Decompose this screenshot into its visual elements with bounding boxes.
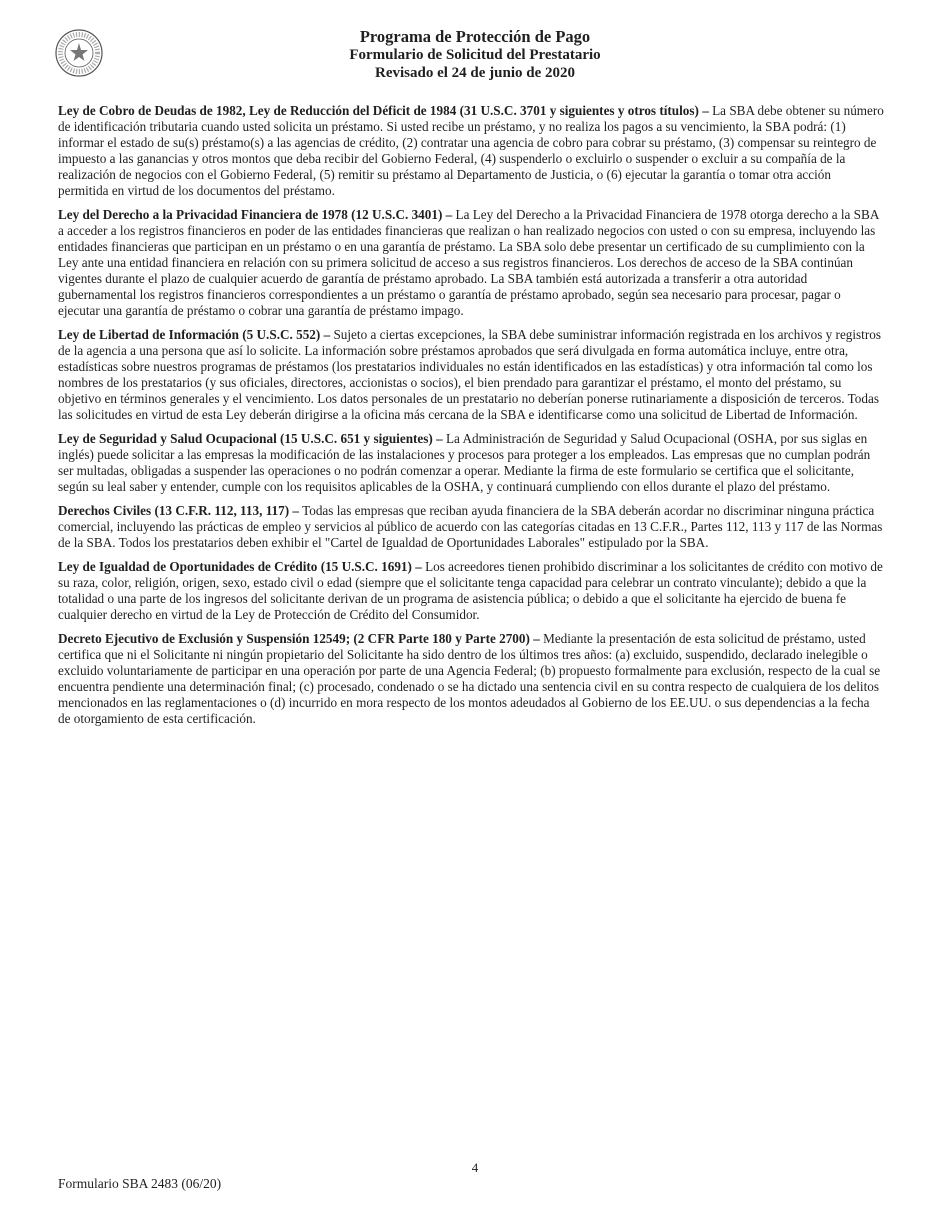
legal-notices: [58, 103, 884, 735]
section-equal-credit: [58, 559, 884, 623]
section-freedom-of-information: [58, 327, 884, 423]
section-body: La Administración de Seguridad y Salud Ocupacional (OSHA, por sus siglas en inglés) puede solicitar a las empresas la modificación de las instalaciones y procesos para proteger a los empleados. Las empresas que no cumplan podrán ser multadas, obligadas a suspender las operaciones o no podrán comenzar a operar. Mediante la firma de este formulario se certifica que el solicitante, según su leal saber y entender, cumple con los requisitos aplicables de la OSHA, y continuará cumpliendo con ellos durante el plazo del préstamo.: [58, 431, 871, 494]
section-body: La Ley del Derecho a la Privacidad Financiera de 1978 otorga derecho a la SBA a acceder a los registros financieros en poder de las entidades financieras que realizan o han realizado negocios con usted o con su empresa, incluyendo las entidades financieras que participan en un préstamo o en una garantía de préstamo. La SBA solo debe presentar un certificado de su cumplimiento con la Ley ante una entidad financiera en relación con su primera solicitud de acceso a sus registros financieros. Los derechos de acceso de la SBA continúan vigentes durante el plazo de cualquier acuerdo de garantía de préstamo aprobado. La SBA también está autorizada a transferir a otra autoridad gubernamental los registros financieros correspondientes a un préstamo o garantía de préstamo aprobado, según sea necesario para procesar, pagar o ejecutar una garantía de préstamo o cobrar una garantía de préstamo impago.: [58, 207, 879, 318]
section-title: Decreto Ejecutivo de Exclusión y Suspensión 12549; (2 CFR Parte 180 y Parte 2700) –: [58, 631, 540, 646]
page-number: 4: [471, 1160, 479, 1175]
section-body: Sujeto a ciertas excepciones, la SBA debe suministrar información registrada en los archivos y registros de la agencia a una persona que así lo solicite. La información sobre préstamos aprobados que será divulgada en forma automática incluye, entre otra, estadísticas sobre nuestros programas de préstamos (los prestatarios individuales no están identificados en las estadísticas) y otra información tal como los nombres de los prestatarios (y sus oficiales, directores, accionistas o socios), el bien prendado para garantizar el préstamo, el monto del préstamo, su objetivo en términos generales y el vencimiento. Los datos personales de un prestatario no deberían ponerse rutinariamente a disposición de terceros. Todas las solicitudes en virtud de esta Ley deberán dirigirse a la oficina más cercana de la SBA e identificarse como una solicitud de Libertad de Información.: [58, 327, 881, 422]
section-civil-rights: [58, 503, 884, 551]
section-body: Mediante la presentación de esta solicitud de préstamo, usted certifica que ni el Solicitante ni ningún propietario del Solicitante ha sido dentro de los últimos tres años: (a) excluido, suspendido, declarado inelegible o excluido voluntariamente de participar en una operación por parte de una Agencia Federal; (b) propuesto formalmente para exclusión, respecto de la cual se encuentra pendiente una determinación final; (c) procesado, condenado o se ha dictado una sentencia civil en su contra respecto de cualquiera de los delitos mencionados en las reglamentaciones o (d) incurrido en mora respecto de los montos adeudados al Gobierno de los EE.UU. o sus dependencias a la fecha de otorgamiento de esta certificación.: [58, 631, 881, 726]
section-title: Ley de Igualdad de Oportunidades de Crédito (15 U.S.C. 1691) –: [58, 559, 422, 574]
section-body: La SBA debe obtener su número de identificación tributaria cuando usted solicita un préstamo. Si usted recibe un préstamo, y no realiza los pagos a su vencimiento, la SBA podrá: (1) informar el estado de su(s) préstamo(s) a las agencias de crédito, (2) contratar una agencia de cobro para cobrar su préstamo, (3) compensar su reintegro de impuesto a las ganancias y otros montos que deba recibir del Gobierno Federal, (4) suspenderlo o excluirlo o suspender o excluir a su compañía de la realización de negocios con el Gobierno Federal, (5) remitir su préstamo al Departamento de Justicia, o (6) ejecutar la garantía o tomar otra acción permitida en virtud de los documentos del préstamo.: [58, 103, 884, 198]
section-occupational-safety: [58, 431, 884, 495]
section-title: Ley de Seguridad y Salud Ocupacional (15 U.S.C. 651 y siguientes) –: [58, 431, 443, 446]
document-subtitle: Formulario de Solicitud del Prestatario: [349, 47, 601, 63]
revision-date: Revisado el 24 de junio de 2020: [374, 65, 575, 81]
document-header: [0, 28, 950, 82]
section-body: Los acreedores tienen prohibido discriminar a los solicitantes de crédito con motivo de su raza, color, religión, origen, sexo, estado civil o edad (siempre que el solicitante tenga capacidad para celebrar un contrato vinculante); debido a que la totalidad o una parte de los ingresos del solicitante derivan de un programa de asistencia pública; o debido a que el solicitante ha ejercido de buena fe cualquier derecho en virtud de la Ley de Protección de Crédito del Consumidor.: [58, 559, 883, 622]
section-title: Ley del Derecho a la Privacidad Financiera de 1978 (12 U.S.C. 3401) –: [58, 207, 453, 222]
section-title: Derechos Civiles (13 C.F.R. 112, 113, 117) –: [58, 503, 300, 518]
form-id: Formulario SBA 2483 (06/20): [58, 1176, 222, 1191]
section-title: Ley de Cobro de Deudas de 1982, Ley de Reducción del Déficit de 1984 (31 U.S.C. 3701 y siguientes y otros títulos) –: [58, 103, 709, 118]
section-body: Todas las empresas que reciban ayuda financiera de la SBA deberán acordar no discriminar ninguna práctica comercial, incluyendo las prácticas de empleo y servicios al público de acuerdo con las categorías citadas en 13 C.F.R., Partes 112, 113 y 117 de las Normas de la SBA. Todos los prestatarios deben exhibir el "Cartel de Igualdad de Oportunidades Laborales" estipulado por la SBA.: [58, 503, 883, 550]
document-title: Programa de Protección de Pago: [359, 27, 591, 46]
section-financial-privacy: [58, 207, 884, 319]
section-debt-collection: [58, 103, 884, 199]
section-title: Ley de Libertad de Información (5 U.S.C. 552) –: [58, 327, 331, 342]
section-debarment: [58, 631, 884, 727]
